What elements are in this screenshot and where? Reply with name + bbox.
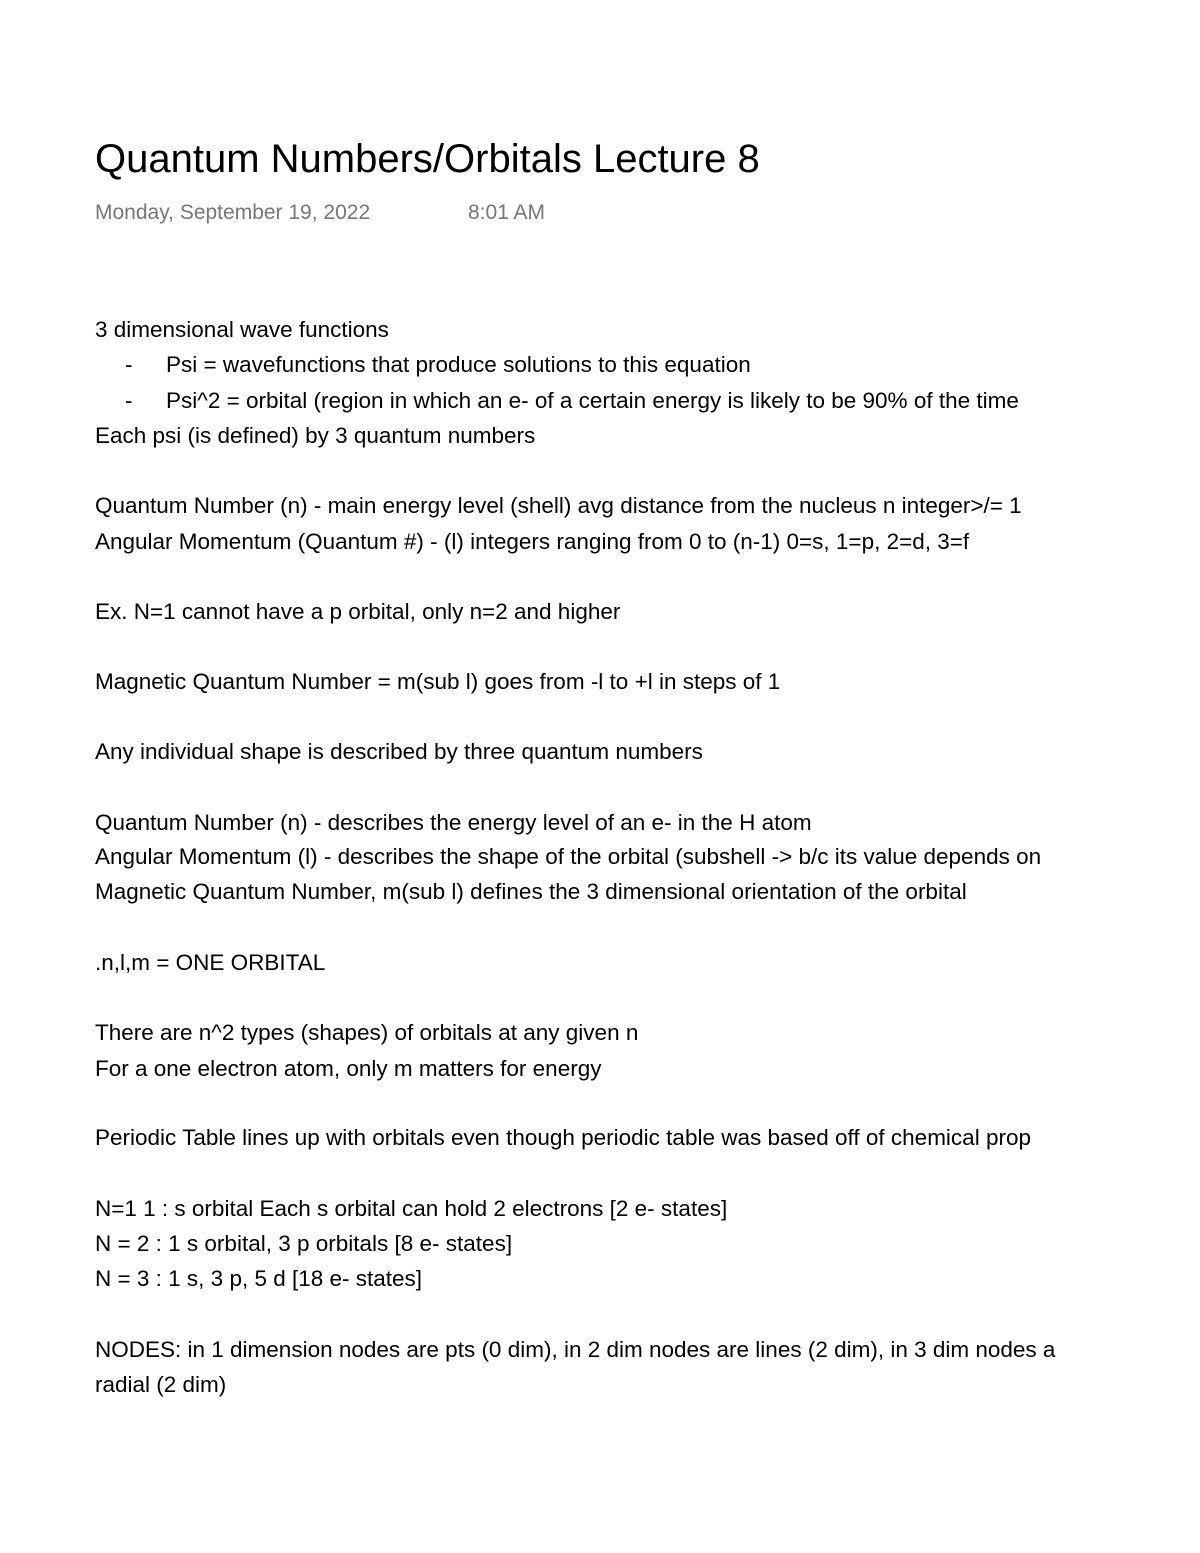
page-timestamp bbox=[95, 199, 546, 227]
page-date: Monday, September 19, 2022 bbox=[95, 201, 371, 224]
note-line-nodes-2: radial (2 dim) bbox=[95, 1372, 227, 1397]
note-line-n3: N = 3 : 1 s, 3 p, 5 d [18 e- states] bbox=[95, 1266, 423, 1291]
note-line-one-orbital: .n,l,m = ONE ORBITAL bbox=[95, 950, 326, 975]
note-line-any-shape: Any individual shape is described by three quantum numbers bbox=[95, 739, 703, 764]
note-line-qn-n-main: Quantum Number (n) - main energy level (shell) avg distance from the nucleus n integer>/= 1 bbox=[95, 493, 1022, 518]
bullet-text: Psi^2 = orbital (region in which an e- of a certain energy is likely to be 90% of the time bbox=[166, 388, 1019, 413]
note-line-wave-heading: 3 dimensional wave functions bbox=[95, 317, 389, 342]
bullet-marker: - bbox=[125, 352, 133, 377]
note-line-angular-describes: Angular Momentum (l) - describes the shape of the orbital (subshell -> b/c its value depends on bbox=[95, 844, 1042, 869]
note-line-n-squared: There are n^2 types (shapes) of orbitals at any given n bbox=[95, 1020, 639, 1045]
note-line-qn-n-describes: Quantum Number (n) - describes the energy level of an e- in the H atom bbox=[95, 810, 812, 835]
page-title: Quantum Numbers/Orbitals Lecture 8 bbox=[95, 137, 760, 181]
bullet-text: Psi = wavefunctions that produce solutions to this equation bbox=[166, 352, 751, 377]
note-line-each-psi: Each psi (is defined) by 3 quantum numbers bbox=[95, 423, 536, 448]
note-line-periodic: Periodic Table lines up with orbitals even though periodic table was based off of chemical prop bbox=[95, 1125, 1031, 1150]
note-line-n1: N=1 1 : s orbital Each s orbital can hold 2 electrons [2 e- states] bbox=[95, 1196, 728, 1221]
note-line-example: Ex. N=1 cannot have a p orbital, only n=2 and higher bbox=[95, 599, 621, 624]
bullet-marker: - bbox=[125, 388, 133, 413]
note-line-nodes-1: NODES: in 1 dimension nodes are pts (0 dim), in 2 dim nodes are lines (2 dim), in 3 dim nodes a bbox=[95, 1337, 1056, 1362]
note-line-n2: N = 2 : 1 s orbital, 3 p orbitals [8 e- states] bbox=[95, 1231, 513, 1256]
note-line-magnetic-defines: Magnetic Quantum Number, m(sub l) defines the 3 dimensional orientation of the orbital bbox=[95, 879, 967, 904]
note-line-one-electron: For a one electron atom, only m matters for energy bbox=[95, 1056, 602, 1081]
page-time: 8:01 AM bbox=[468, 201, 546, 224]
note-line-angular-integers: Angular Momentum (Quantum #) - (l) integers ranging from 0 to (n-1) 0=s, 1=p, 2=d, 3=f bbox=[95, 529, 970, 554]
note-line-magnetic-steps: Magnetic Quantum Number = m(sub l) goes from -l to +l in steps of 1 bbox=[95, 669, 781, 694]
